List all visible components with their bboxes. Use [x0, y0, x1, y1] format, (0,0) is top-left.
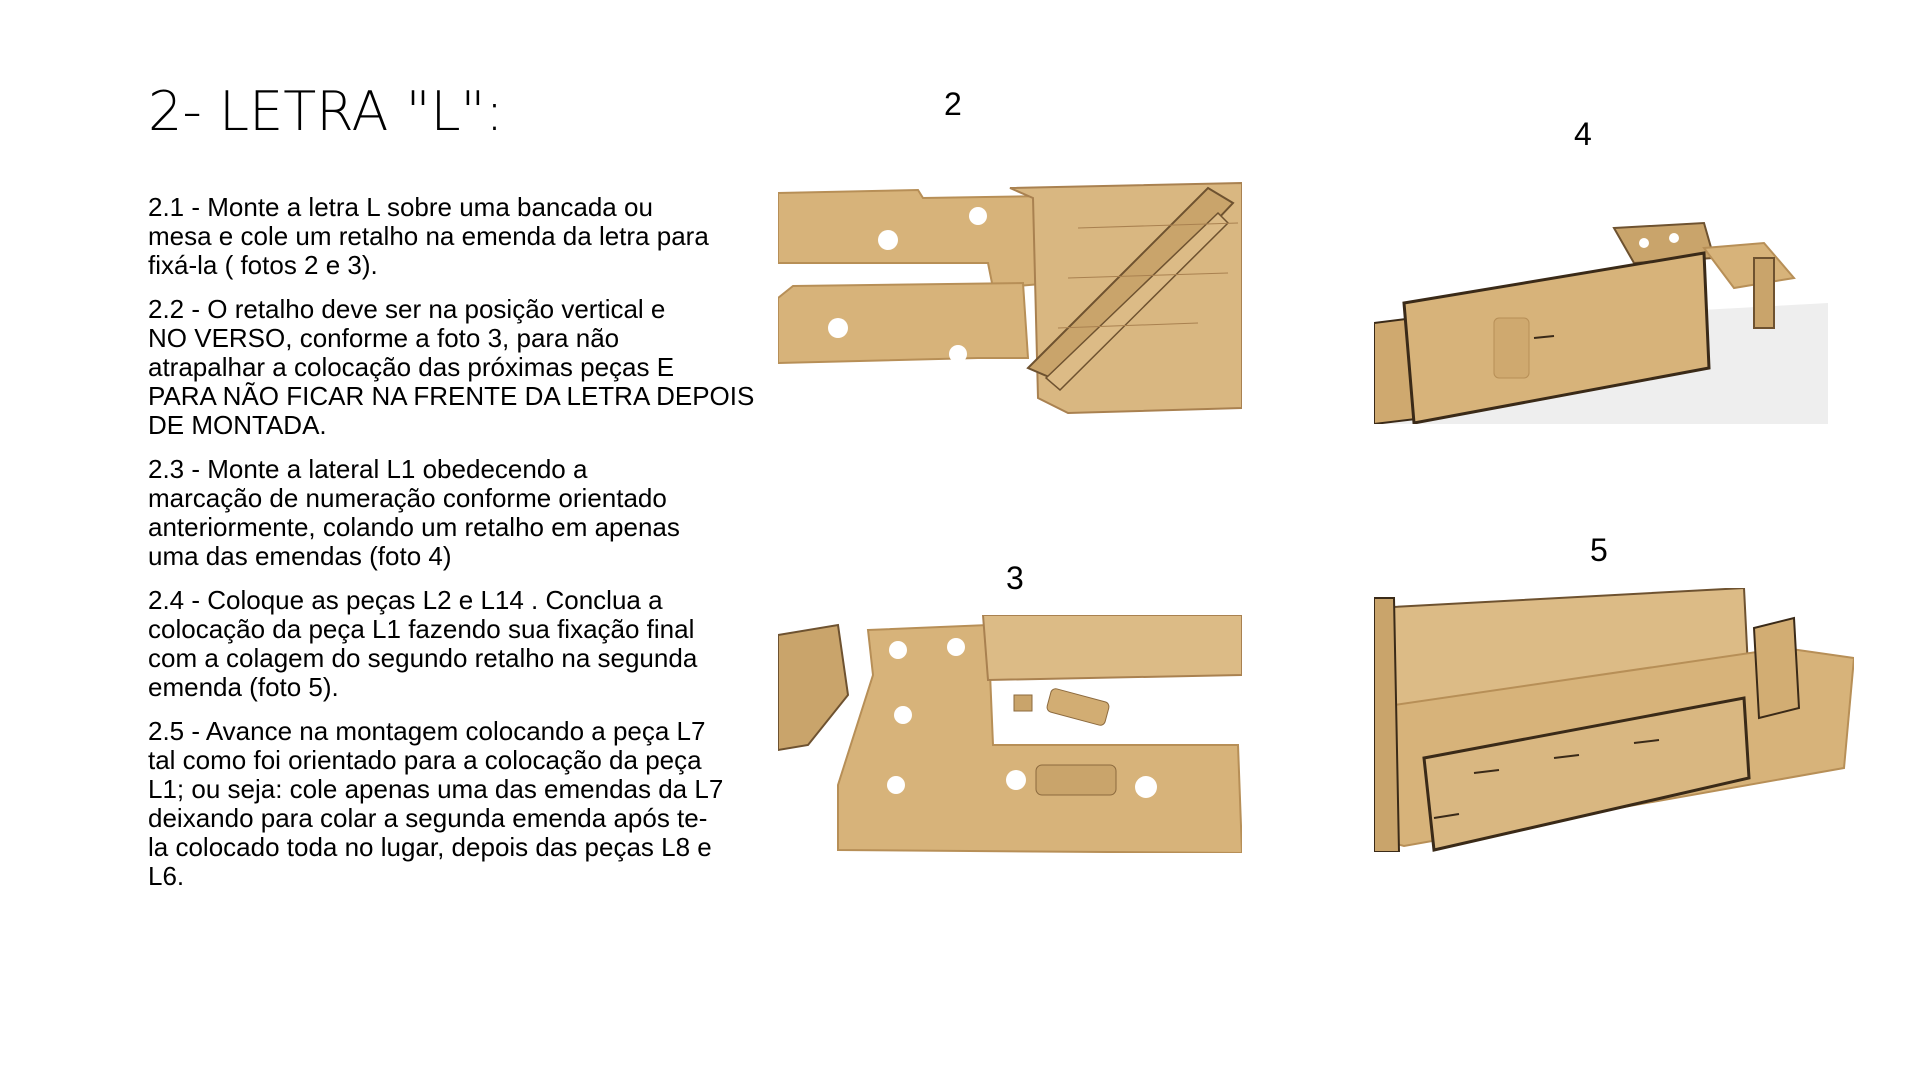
paragraph-2-2: 2.2 - O retalho deve ser na posição vertical e NO VERSO, conforme a foto 3, para não atrapalhar a colocação das próximas peças E PARA NÃO FICAR NA FRENTE DA LETRA DEPOIS DE MONTADA. [148, 294, 755, 440]
photo-5-label: 5 [1590, 532, 1608, 568]
photo-5 [1374, 588, 1854, 852]
photo-4-image [1374, 218, 1828, 424]
photo-5-image [1374, 588, 1854, 852]
paragraph-2-4: 2.4 - Coloque as peças L2 e L14 . Conclua a colocação da peça L1 fazendo sua fixação final com a colagem do segundo retalho na segunda emenda (foto 5). [148, 585, 698, 702]
photo-2-label: 2 [944, 86, 962, 122]
paragraph-2-1: 2.1 - Monte a letra L sobre uma bancada ou mesa e cole um retalho na emenda da letra para fixá-la ( fotos 2 e 3). [148, 192, 709, 280]
photo-2-image [778, 168, 1242, 450]
photo-3-label: 3 [1006, 560, 1024, 596]
photo-2 [778, 168, 1242, 450]
photo-4-label: 4 [1574, 116, 1592, 152]
paragraph-2-5: 2.5 - Avance na montagem colocando a peça L7 tal como foi orientado para a colocação da peça L1; ou seja: cole apenas uma das emendas da L7 deixando para colar a segunda emenda após te- la colocado toda no lugar, depois das peças L8 e L6. [148, 716, 724, 891]
photo-3 [778, 615, 1242, 853]
paragraph-2-3: 2.3 - Monte a lateral L1 obedecendo a marcação de numeração conforme orientado anteriormente, colando um retalho em apenas uma das emendas (foto 4) [148, 454, 680, 571]
instruction-text [148, 193, 756, 906]
photo-4 [1374, 218, 1828, 424]
slide-title: 2- LETRA "L": [148, 80, 504, 143]
photo-3-image [778, 615, 1242, 853]
